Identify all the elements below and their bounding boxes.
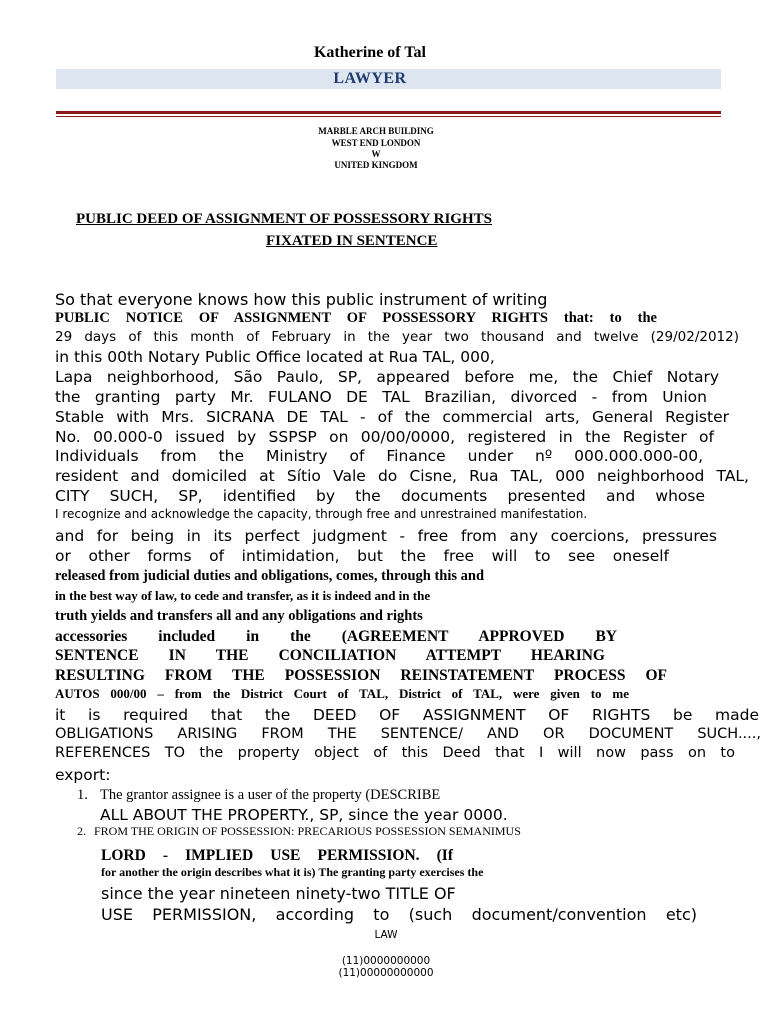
body-line: CITY SUCH, SP, identified by the documents presented and whose — [55, 487, 705, 505]
lawyer-title: LAWYER — [333, 70, 407, 87]
body-line: export: — [55, 766, 111, 784]
list-item-2-cont: USE PERMISSION, according to (such document/convention etc) — [101, 905, 697, 924]
address-line-2: WEST END LONDON — [331, 138, 421, 148]
body-line: SENTENCE IN THE CONCILIATION ATTEMPT HEARING — [55, 647, 605, 664]
body-line: REFERENCES TO the property object of this Deed that I will now pass on to — [55, 745, 735, 761]
body-line: 29 days of this month of February in the year two thousand and twelve (29/02/2012) — [55, 329, 739, 345]
body-line: Stable with Mrs. SICRANA DE TAL - of the commercial arts, General Register — [55, 408, 729, 426]
body-line: PUBLIC NOTICE OF ASSIGNMENT OF POSSESSORY RIGHTS that: to the — [55, 310, 657, 326]
lawyer-name: Katherine of Tal — [313, 44, 426, 61]
body-line: accessories included in the (AGREEMENT APPROVED BY — [55, 628, 617, 645]
list-item-2-cont: for another the origin describes what it is) The granting party exercises the — [101, 865, 484, 879]
header-rule-thick — [56, 111, 721, 114]
body-line: it is required that the DEED OF ASSIGNMENT OF RIGHTS be made — [55, 706, 759, 724]
list-item-2-cont: LORD - IMPLIED USE PERMISSION. (If — [101, 847, 453, 864]
footer-label: LAW — [374, 929, 398, 941]
deed-title-line-1: PUBLIC DEED OF ASSIGNMENT OF POSSESSORY RIGHTS — [76, 211, 492, 227]
body-line: resident and domiciled at Sítio Vale do Cisne, Rua TAL, 000 neighborhood TAL, — [55, 467, 749, 485]
address-line-4: UNITED KINGDOM — [334, 160, 418, 170]
body-line: Lapa neighborhood, São Paulo, SP, appeared before me, the Chief Notary — [55, 368, 719, 386]
list-item-1: The grantor assignee is a user of the property (DESCRIBE — [100, 787, 441, 803]
body-line: truth yields and transfers all and any obligations and rights — [55, 608, 423, 624]
deed-title-line-2: FIXATED IN SENTENCE — [266, 233, 438, 249]
header-rule-thin — [56, 116, 721, 117]
body-line: AUTOS 000/00 – from the District Court of TAL, District of TAL, were given to me — [55, 686, 629, 701]
body-line: and for being in its perfect judgment - free from any coercions, pressures — [55, 527, 717, 545]
list-number-2: 2. — [77, 824, 86, 838]
body-line: in this 00th Notary Public Office located at Rua TAL, 000, — [55, 348, 495, 366]
body-line: Individuals from the Ministry of Finance under nº 000.000.000-00, — [55, 447, 703, 465]
address-line-1: MARBLE ARCH BUILDING — [318, 126, 434, 136]
body-line: the granting party Mr. FULANO DE TAL Brazilian, divorced - from Union — [55, 388, 707, 406]
body-line: So that everyone knows how this public instrument of writing — [55, 290, 548, 309]
list-number-1: 1. — [77, 787, 88, 803]
body-line: RESULTING FROM THE POSSESSION REINSTATEMENT PROCESS OF — [55, 667, 667, 684]
footer-phone-1: (11)0000000000 — [341, 955, 431, 967]
body-line: or other forms of intimidation, but the free will to see oneself — [55, 547, 669, 565]
list-item-2: FROM THE ORIGIN OF POSSESSION: PRECARIOUS POSSESSION SEMANIMUS — [94, 824, 521, 838]
list-item-1-cont: ALL ABOUT THE PROPERTY., SP, since the year 0000. — [100, 806, 508, 824]
body-line: released from judicial duties and obligations, comes, through this and — [55, 568, 485, 584]
list-item-2-cont: since the year nineteen ninety-two TITLE OF — [101, 884, 456, 903]
body-line: No. 00.000-0 issued by SSPSP on 00/00/0000, registered in the Register of — [55, 428, 714, 446]
body-line: in the best way of law, to cede and transfer, as it is indeed and in the — [55, 588, 431, 603]
footer-phone-2: (11)00000000000 — [338, 967, 434, 979]
body-line: OBLIGATIONS ARISING FROM THE SENTENCE/ AND OR DOCUMENT SUCH...., — [55, 726, 761, 742]
body-line: I recognize and acknowledge the capacity, through free and unrestrained manifestation. — [55, 507, 588, 521]
address-line-3: W — [371, 149, 381, 159]
